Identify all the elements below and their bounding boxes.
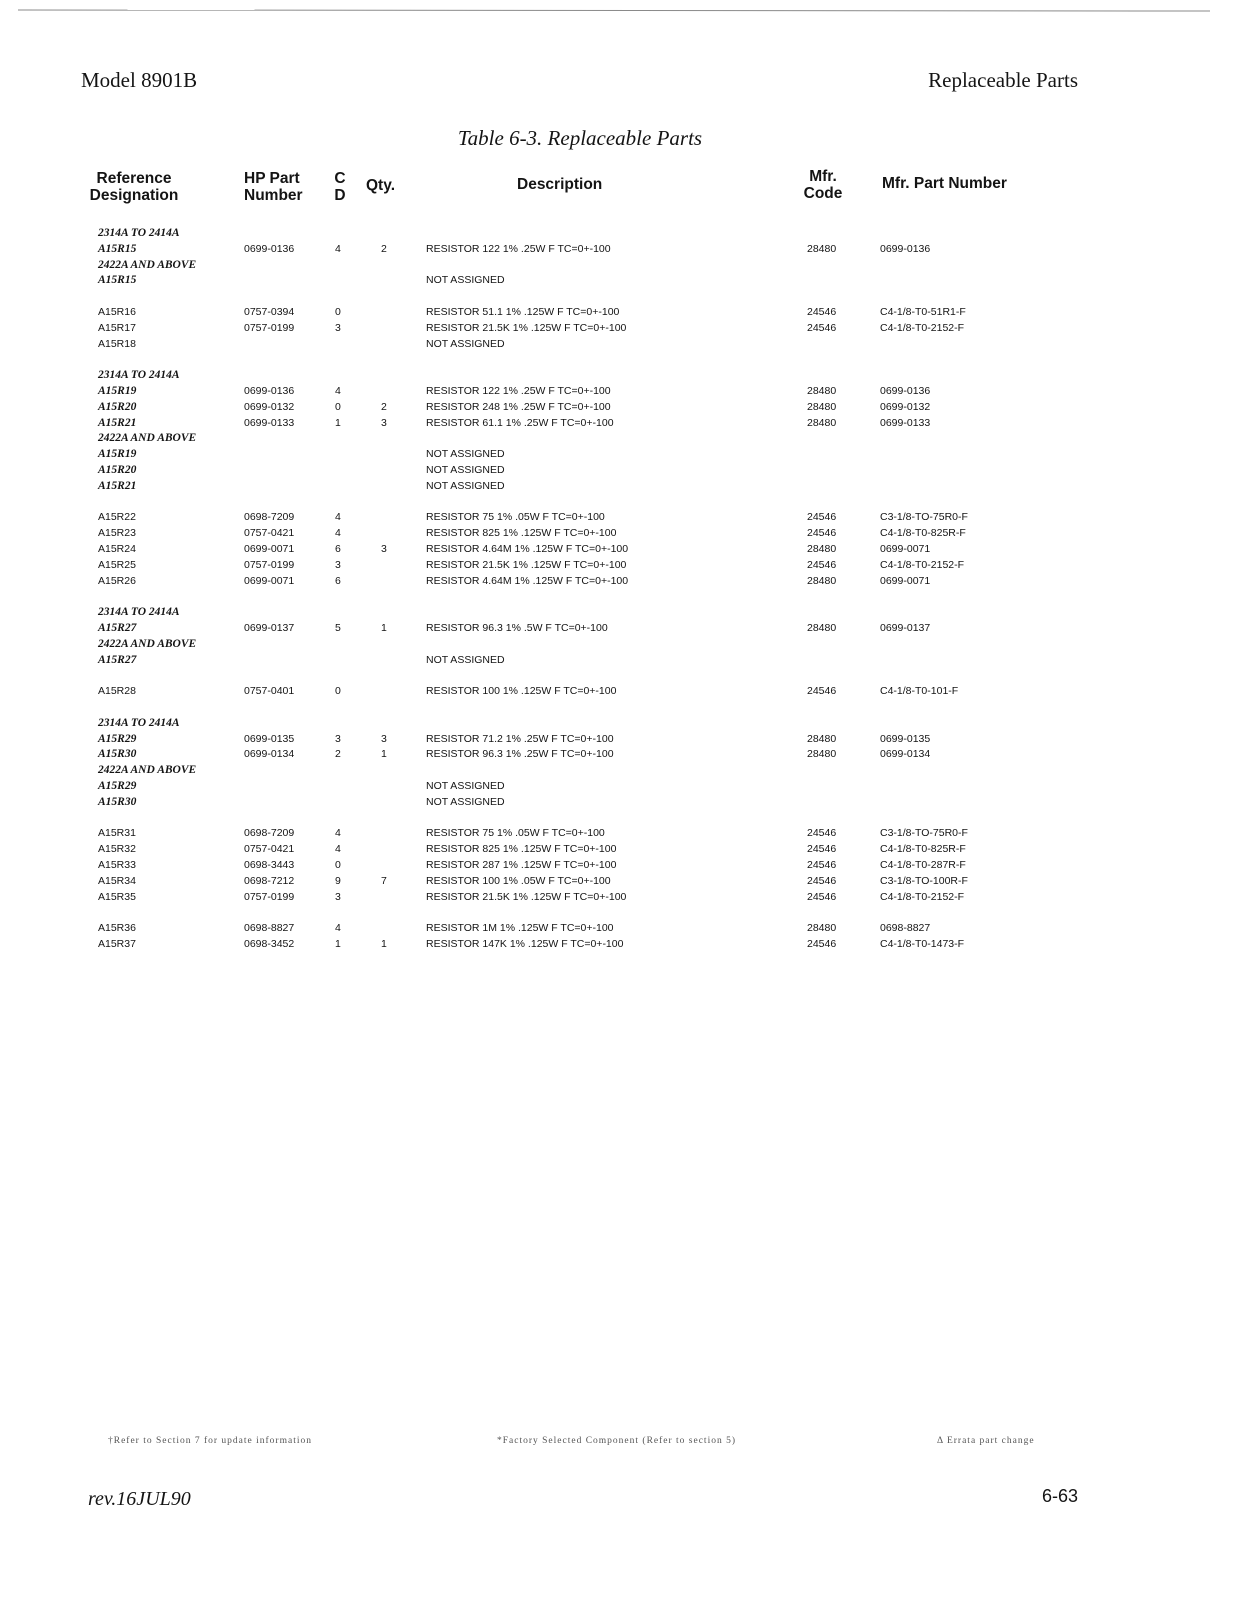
- mfr-code: 28480: [807, 748, 837, 761]
- col-hp-part-number: HP Part Number: [244, 170, 303, 204]
- mfr-code: 28480: [807, 242, 837, 255]
- mfr-part-number: C3-1/8-TO-75R0-F: [880, 511, 968, 524]
- mfr-part-number: C4-1/8-T0-287R-F: [880, 859, 966, 871]
- mfr-code: 28480: [807, 922, 837, 935]
- mfr-part-number: 0699-0135: [880, 732, 931, 745]
- mfr-code: 24546: [807, 511, 837, 524]
- mfr-part-number: 0699-0071: [880, 543, 931, 555]
- revision-date: rev.16JUL90: [88, 1488, 191, 1510]
- check-digit: 3: [335, 732, 341, 745]
- reference-designation: A15R19: [98, 385, 137, 397]
- check-digit: 6: [335, 574, 341, 587]
- description: NOT ASSIGNED: [426, 274, 505, 287]
- mfr-part-number: 0699-0071: [880, 574, 931, 587]
- reference-designation: A15R20: [98, 464, 137, 476]
- serial-group-label: 2314A TO 2414A: [98, 606, 180, 619]
- quantity: 1: [381, 748, 387, 761]
- hp-part-number: 0699-0136: [244, 385, 295, 397]
- reference-designation: A15R36: [98, 922, 136, 935]
- reference-designation: A15R32: [98, 843, 136, 856]
- check-digit: 4: [335, 922, 341, 935]
- mfr-part-number: 0699-0136: [880, 385, 931, 397]
- mfr-part-number: C3-1/8-TO-75R0-F: [880, 827, 968, 840]
- serial-group-label: 2422A AND ABOVE: [98, 258, 197, 271]
- description: RESISTOR 1M 1% .125W F TC=0+-100: [426, 922, 614, 935]
- description: RESISTOR 21.5K 1% .125W F TC=0+-100: [426, 558, 627, 571]
- quantity: 3: [381, 416, 387, 429]
- mfr-code: 24546: [807, 859, 837, 871]
- mfr-code: 24546: [807, 527, 837, 540]
- check-digit: 3: [335, 321, 341, 334]
- serial-group-label: 2422A AND ABOVE: [98, 432, 197, 445]
- hp-part-number: 0698-7209: [244, 511, 295, 524]
- mfr-part-number: C4-1/8-T0-1473-F: [880, 938, 965, 950]
- col-mfr-part-number: Mfr. Part Number: [882, 175, 1007, 192]
- description: RESISTOR 96.3 1% .5W F TC=0+-100: [426, 622, 608, 634]
- hp-part-number: 0757-0199: [244, 321, 295, 334]
- description: RESISTOR 825 1% .125W F TC=0+-100: [426, 527, 617, 540]
- check-digit: 5: [335, 622, 341, 634]
- reference-designation: A15R17: [98, 321, 136, 334]
- footnote-factory-selected: *Factory Selected Component (Refer to section 5): [497, 1436, 737, 1446]
- check-digit: 0: [335, 685, 341, 698]
- description: RESISTOR 75 1% .05W F TC=0+-100: [426, 511, 605, 524]
- reference-designation: A15R27: [98, 653, 137, 666]
- mfr-code: 24546: [807, 558, 837, 571]
- hp-part-number: 0699-0071: [244, 543, 295, 555]
- reference-designation: A15R35: [98, 890, 136, 903]
- mfr-part-number: 0699-0134: [880, 748, 931, 761]
- hp-part-number: 0757-0199: [244, 558, 295, 571]
- mfr-code: 28480: [807, 400, 837, 413]
- hp-part-number: 0698-8827: [244, 922, 295, 935]
- mfr-code: 24546: [807, 843, 837, 856]
- mfr-part-number: 0699-0137: [880, 622, 931, 634]
- reference-designation: A15R25: [98, 558, 136, 571]
- description: NOT ASSIGNED: [426, 337, 505, 350]
- reference-designation: A15R33: [98, 859, 136, 871]
- quantity: 3: [381, 543, 387, 555]
- description: RESISTOR 4.64M 1% .125W F TC=0+-100: [426, 574, 629, 587]
- description: RESISTOR 4.64M 1% .125W F TC=0+-100: [426, 543, 629, 555]
- mfr-part-number: C4-1/8-T0-51R1-F: [880, 306, 966, 318]
- mfr-code: 24546: [807, 874, 837, 887]
- mfr-code: 28480: [807, 416, 837, 429]
- reference-designation: A15R30: [98, 748, 137, 761]
- check-digit: 4: [335, 827, 341, 840]
- hp-part-number: 0757-0421: [244, 843, 295, 856]
- reference-designation: A15R23: [98, 527, 136, 540]
- reference-designation: A15R21: [98, 479, 137, 492]
- description: RESISTOR 825 1% .125W F TC=0+-100: [426, 843, 617, 856]
- header-section: Replaceable Parts: [928, 68, 1078, 92]
- description: RESISTOR 287 1% .125W F TC=0+-100: [426, 859, 617, 871]
- check-digit: 1: [335, 416, 341, 429]
- serial-group-label: 2314A TO 2414A: [98, 369, 180, 382]
- hp-part-number: 0699-0135: [244, 732, 295, 745]
- col-qty: Qty.: [366, 177, 395, 194]
- hp-part-number: 0699-0136: [244, 242, 295, 255]
- hp-part-number: 0698-7209: [244, 827, 295, 840]
- reference-designation: A15R18: [98, 337, 136, 350]
- serial-group-label: 2314A TO 2414A: [98, 227, 180, 239]
- check-digit: 4: [335, 527, 341, 540]
- quantity: 2: [381, 242, 387, 255]
- description: RESISTOR 75 1% .05W F TC=0+-100: [426, 827, 605, 840]
- mfr-part-number: 0699-0133: [880, 416, 931, 429]
- reference-designation: A15R30: [98, 795, 137, 808]
- mfr-code: 24546: [807, 321, 837, 334]
- mfr-code: 24546: [807, 685, 837, 698]
- reference-designation: A15R20: [98, 400, 137, 413]
- description: NOT ASSIGNED: [426, 780, 505, 792]
- reference-designation: A15R15: [98, 242, 137, 255]
- check-digit: 6: [335, 543, 341, 555]
- description: RESISTOR 122 1% .25W F TC=0+-100: [426, 242, 611, 255]
- hp-part-number: 0698-7212: [244, 874, 295, 887]
- hp-part-number: 0698-3452: [244, 938, 295, 950]
- top-rule: [18, 9, 1210, 11]
- description: RESISTOR 248 1% .25W F TC=0+-100: [426, 400, 611, 413]
- serial-group-label: 2314A TO 2414A: [98, 716, 180, 729]
- footnote-errata: Δ Errata part change: [937, 1436, 1035, 1446]
- header-model: Model 8901B: [81, 68, 198, 92]
- mfr-part-number: C4-1/8-T0-825R-F: [880, 527, 966, 540]
- description: RESISTOR 147K 1% .125W F TC=0+-100: [426, 938, 624, 950]
- table-title: Table 6-3. Replaceable Parts: [457, 126, 703, 150]
- description: RESISTOR 51.1 1% .125W F TC=0+-100: [426, 306, 620, 318]
- reference-designation: A15R24: [98, 543, 136, 555]
- mfr-code: 24546: [807, 938, 837, 950]
- serial-group-label: 2422A AND ABOVE: [98, 637, 197, 650]
- description: RESISTOR 100 1% .125W F TC=0+-100: [426, 685, 617, 698]
- reference-designation: A15R15: [98, 274, 137, 287]
- mfr-part-number: C4-1/8-T0-2152-F: [880, 321, 965, 334]
- check-digit: 4: [335, 385, 341, 397]
- check-digit: 4: [335, 511, 341, 524]
- hp-part-number: 0699-0133: [244, 416, 295, 429]
- mfr-part-number: C4-1/8-T0-2152-F: [880, 558, 965, 571]
- hp-part-number: 0698-3443: [244, 859, 295, 871]
- hp-part-number: 0757-0401: [244, 685, 295, 698]
- reference-designation: A15R21: [98, 416, 137, 429]
- check-digit: 9: [335, 874, 341, 887]
- check-digit: 4: [335, 843, 341, 856]
- mfr-part-number: 0699-0136: [880, 242, 931, 255]
- quantity: 2: [381, 400, 387, 413]
- reference-designation: A15R37: [98, 938, 136, 950]
- reference-designation: A15R26: [98, 574, 136, 587]
- reference-designation: A15R22: [98, 511, 136, 524]
- description: NOT ASSIGNED: [426, 653, 505, 666]
- col-mfr-code: Mfr. Code: [803, 168, 843, 202]
- mfr-code: 24546: [807, 827, 837, 840]
- reference-designation: A15R34: [98, 874, 136, 887]
- mfr-part-number: 0698-8827: [880, 922, 931, 935]
- mfr-code: 24546: [807, 890, 837, 903]
- check-digit: 2: [335, 748, 341, 761]
- description: RESISTOR 61.1 1% .25W F TC=0+-100: [426, 416, 614, 429]
- mfr-code: 28480: [807, 385, 837, 397]
- description: NOT ASSIGNED: [426, 795, 505, 808]
- description: RESISTOR 21.5K 1% .125W F TC=0+-100: [426, 890, 627, 903]
- hp-part-number: 0699-0137: [244, 622, 295, 634]
- mfr-code: 28480: [807, 732, 837, 745]
- description: RESISTOR 71.2 1% .25W F TC=0+-100: [426, 732, 614, 745]
- reference-designation: A15R16: [98, 306, 136, 318]
- mfr-code: 28480: [807, 574, 837, 587]
- description: RESISTOR 21.5K 1% .125W F TC=0+-100: [426, 321, 627, 334]
- check-digit: 4: [335, 242, 341, 255]
- quantity: 1: [381, 622, 387, 634]
- footnote-update: †Refer to Section 7 for update information: [108, 1436, 312, 1446]
- check-digit: 0: [335, 859, 341, 871]
- mfr-code: 28480: [807, 622, 837, 634]
- check-digit: 3: [335, 558, 341, 571]
- mfr-part-number: C4-1/8-T0-101-F: [880, 685, 959, 698]
- serial-group-label: 2422A AND ABOVE: [98, 764, 197, 777]
- col-reference-designation: Reference Designation: [89, 170, 179, 204]
- mfr-part-number: 0699-0132: [880, 400, 931, 413]
- hp-part-number: 0699-0132: [244, 400, 295, 413]
- mfr-code: 24546: [807, 306, 837, 318]
- check-digit: 0: [335, 306, 341, 318]
- reference-designation: A15R29: [98, 780, 137, 792]
- mfr-part-number: C4-1/8-T0-2152-F: [880, 890, 965, 903]
- mfr-part-number: C4-1/8-T0-825R-F: [880, 843, 966, 856]
- col-cd: C D: [334, 170, 346, 204]
- check-digit: 1: [335, 938, 341, 950]
- check-digit: 3: [335, 890, 341, 903]
- reference-designation: A15R28: [98, 685, 136, 698]
- hp-part-number: 0699-0071: [244, 574, 295, 587]
- description: RESISTOR 96.3 1% .25W F TC=0+-100: [426, 748, 614, 761]
- hp-part-number: 0757-0421: [244, 527, 295, 540]
- col-description: Description: [517, 176, 603, 193]
- description: NOT ASSIGNED: [426, 448, 505, 461]
- reference-designation: A15R19: [98, 448, 137, 461]
- check-digit: 0: [335, 400, 341, 413]
- page-number: 6-63: [1041, 1486, 1078, 1506]
- reference-designation: A15R27: [98, 622, 137, 634]
- mfr-part-number: C3-1/8-TO-100R-F: [880, 874, 968, 887]
- quantity: 7: [381, 874, 387, 887]
- hp-part-number: 0757-0394: [244, 306, 295, 318]
- hp-part-number: 0699-0134: [244, 748, 295, 761]
- description: RESISTOR 100 1% .05W F TC=0+-100: [426, 874, 611, 887]
- description: NOT ASSIGNED: [426, 479, 505, 492]
- reference-designation: A15R29: [98, 732, 137, 745]
- mfr-code: 28480: [807, 543, 837, 555]
- reference-designation: A15R31: [98, 827, 136, 840]
- description: NOT ASSIGNED: [426, 464, 505, 476]
- quantity: 1: [381, 938, 387, 950]
- description: RESISTOR 122 1% .25W F TC=0+-100: [426, 385, 611, 397]
- hp-part-number: 0757-0199: [244, 890, 295, 903]
- quantity: 3: [381, 732, 387, 745]
